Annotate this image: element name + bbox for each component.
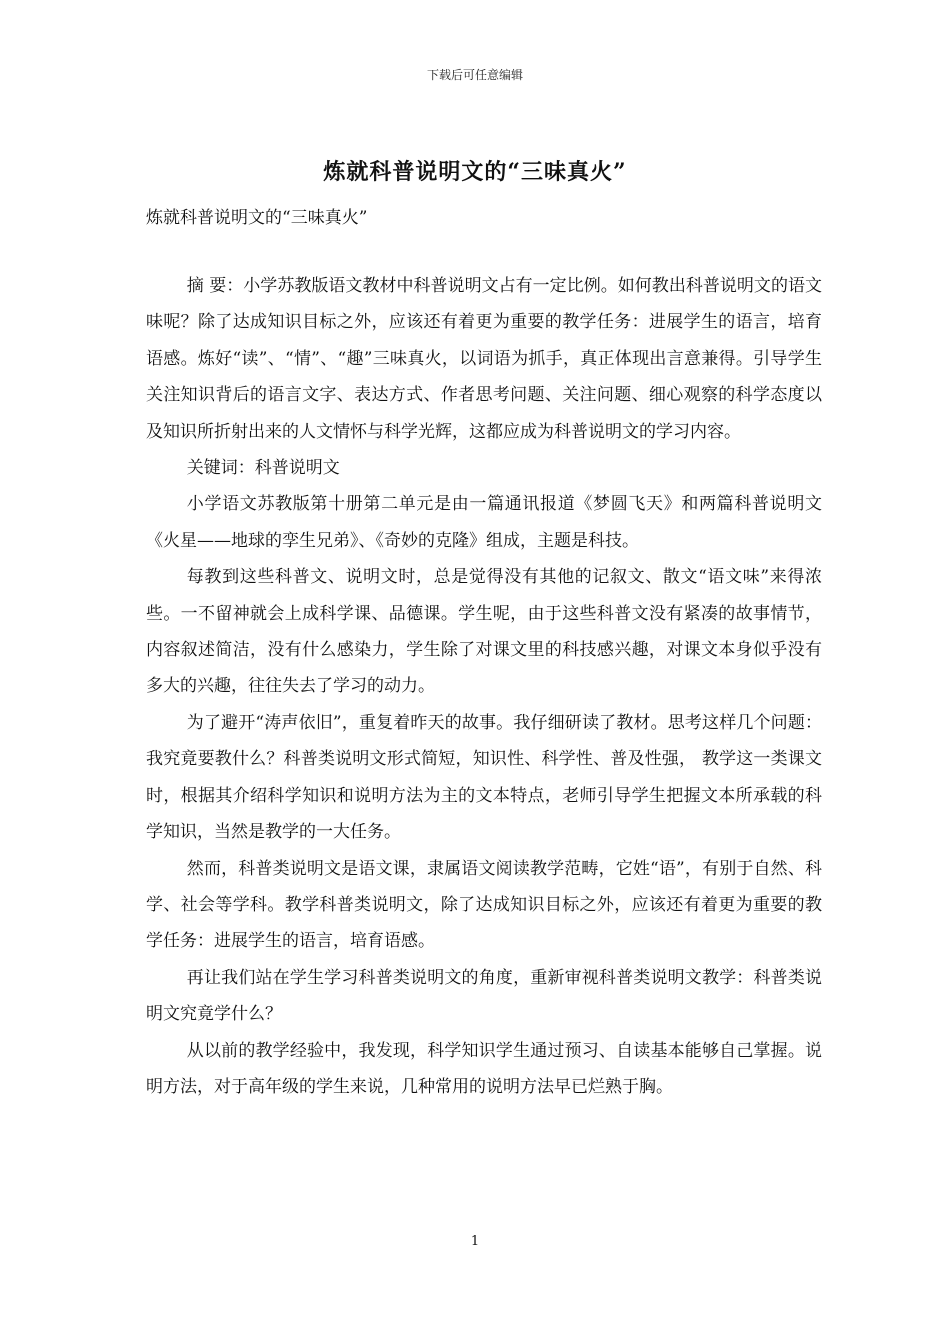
abstract-paragraph: 摘 要：小学苏教版语文教材中科普说明文占有一定比例。如何教出科普说明文的语文味呢？除了达成知识目标之外，应该还有着更为重要的教学任务：进展学生的语言，培育语感。炼好“读”、“情”、“趣”三味真火，以词语为抓手，真正体现出言意兼得。引导学生关注知识背后的语言文字、表达方式、作者思考问题、关注问题、细心观察的科学态度以及知识所折射出来的人文情怀与科学光辉，这都应成为科普说明文的学习内容。 (146, 276, 822, 442)
body-paragraph: 每教到这些科普文、说明文时，总是觉得没有其他的记叙文、散文“语文味”来得浓些。一不留神就会上成科学课、品德课。学生呢，由于这些科普文没有紧凑的故事情节，内容叙述简洁，没有什么感染力，学生除了对课文里的科技感兴趣，对课文本身似乎没有多大的兴趣，往往失去了学习的动力。 (146, 567, 822, 697)
keywords-paragraph: 关键词：科普说明文 (186, 458, 340, 479)
document-title: 炼就科普说明文的“三味真火” (323, 159, 627, 185)
body-paragraph: 小学语文苏教版第十册第二单元是由一篇通讯报道《梦圆飞天》和两篇科普说明文《火星——地球的孪生兄弟》、《奇妙的克隆》组成，主题是科技。 (146, 494, 822, 551)
body-paragraph: 为了避开“涛声依旧”，重复着昨天的故事。我仔细研读了教材。思考这样几个问题：我究竟要教什么？科普类说明文形式简短，知识性、科学性、普及性强， 教学这一类课文时，根据其介绍科学知识和说明方法为主的文本特点，老师引导学生把握文本所承载的科学知识，当然是教学的一大任务。 (146, 712, 822, 843)
body-paragraph: 再让我们站在学生学习科普类说明文的角度，重新审视科普类说明文教学：科普类说明文究竟学什么？ (146, 967, 822, 1025)
document-subtitle: 炼就科普说明文的“三味真火” (146, 208, 368, 228)
page-number: 1 (470, 1234, 480, 1249)
body-paragraph: 从以前的教学经验中，我发现，科学知识学生通过预习、自读基本能够自己掌握。说明方法，对于高年级的学生来说，几种常用的说明方法早已烂熟于胸。 (146, 1040, 822, 1097)
document-body (146, 268, 822, 1105)
page-header-note: 下载后可任意编辑 (426, 68, 523, 82)
body-paragraph: 然而，科普类说明文是语文课，隶属语文阅读教学范畴，它姓“语”，有别于自然、科学、社会等学科。教学科普类说明文，除了达成知识目标之外，应该还有着更为重要的教学任务：进展学生的语言，培育语感。 (146, 858, 822, 952)
